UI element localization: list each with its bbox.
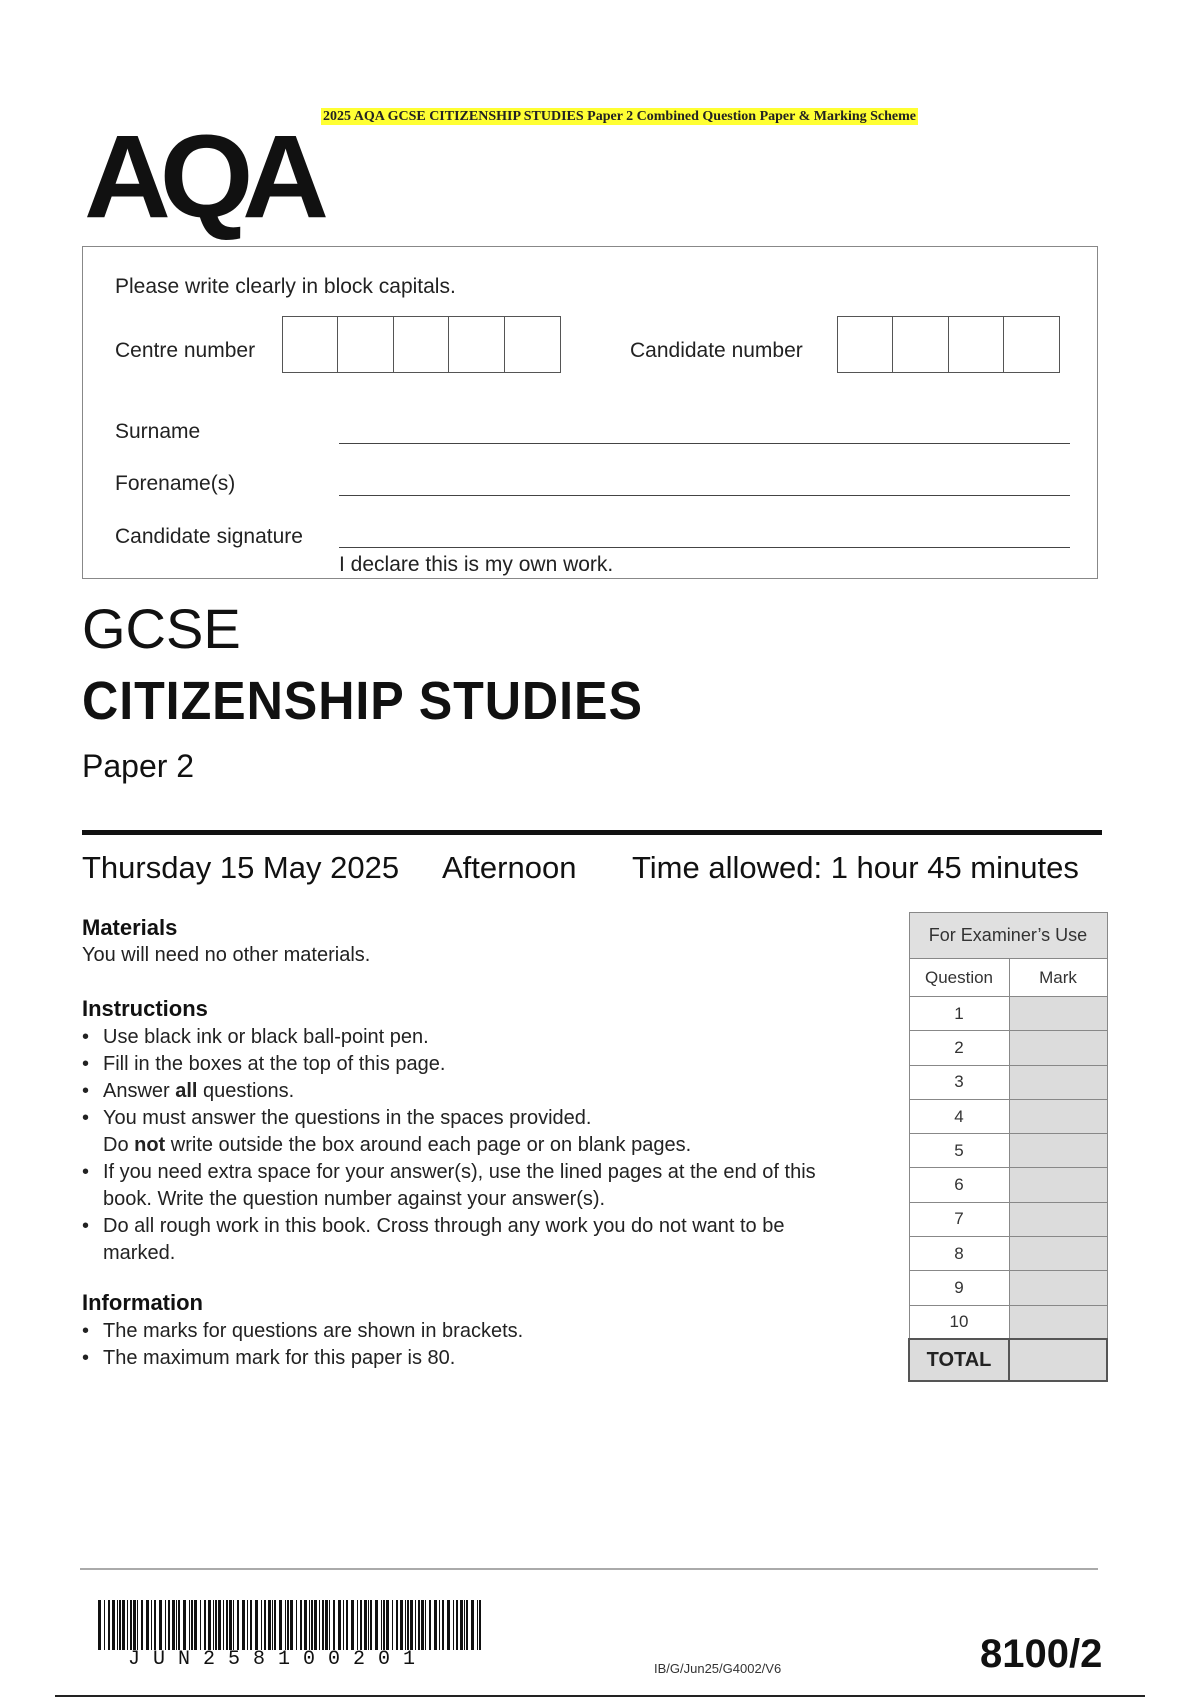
paper-code: 8100/2 xyxy=(980,1632,1103,1676)
barcode-bar xyxy=(319,1600,320,1650)
mark-cell[interactable] xyxy=(1009,1305,1107,1339)
barcode-bar xyxy=(285,1600,286,1650)
surname-label: Surname xyxy=(115,420,201,443)
barcode-bar xyxy=(250,1600,252,1650)
aqa-logo: AQA xyxy=(84,111,318,243)
barcode-bar xyxy=(215,1600,217,1650)
barcode-bar xyxy=(464,1600,465,1650)
question-rows xyxy=(909,997,1107,1340)
barcode-bar xyxy=(314,1600,317,1650)
title-divider xyxy=(82,830,1102,835)
mark-cell[interactable] xyxy=(1009,1134,1107,1168)
barcode-bar xyxy=(183,1600,186,1650)
barcode-bar xyxy=(98,1600,101,1650)
instruction-item: • Answer all questions. xyxy=(82,1078,882,1105)
barcode-bar xyxy=(191,1600,193,1650)
mark-cell[interactable] xyxy=(1009,1031,1107,1065)
barcode-bar xyxy=(304,1600,307,1650)
barcode-bar xyxy=(479,1600,481,1650)
barcode-bar xyxy=(392,1600,393,1650)
candidate-digit-box[interactable] xyxy=(1003,316,1060,373)
total-label: TOTAL xyxy=(909,1339,1009,1381)
barcode-bar xyxy=(415,1600,416,1650)
mark-cell[interactable] xyxy=(1009,997,1107,1031)
document-reference: IB/G/Jun25/G4002/V6 xyxy=(654,1661,782,1676)
information-list xyxy=(82,1318,882,1372)
time-allowed: Time allowed: 1 hour 45 minutes xyxy=(632,850,1079,885)
instruction-item: • Use black ink or black ball-point pen. xyxy=(82,1024,882,1051)
barcode-bar xyxy=(233,1600,234,1650)
barcode-bar xyxy=(477,1600,478,1650)
barcode-bar xyxy=(383,1600,385,1650)
footer-divider xyxy=(80,1568,1098,1570)
barcode-bar xyxy=(255,1600,258,1650)
mark-cell[interactable] xyxy=(1009,1237,1107,1271)
barcode-bar xyxy=(400,1600,403,1650)
barcode-bar xyxy=(381,1600,382,1650)
candidate-number-boxes[interactable] xyxy=(838,316,1060,373)
mark-cell[interactable] xyxy=(1009,1271,1107,1305)
barcode-bar xyxy=(351,1600,354,1650)
barcode-bar xyxy=(194,1600,197,1650)
barcode-bar xyxy=(119,1600,121,1650)
materials-heading: Materials xyxy=(82,915,178,940)
candidate-number-label: Candidate number xyxy=(630,339,803,362)
materials-text: You will need no other materials. xyxy=(82,944,371,966)
centre-digit-box[interactable] xyxy=(337,316,394,373)
question-row xyxy=(909,1168,1107,1202)
examiner-table-header: For Examiner’s Use xyxy=(909,913,1107,959)
question-row xyxy=(909,1065,1107,1099)
barcode-bar xyxy=(141,1600,143,1650)
centre-number-boxes[interactable] xyxy=(283,316,561,373)
barcode-bar xyxy=(309,1600,310,1650)
barcode-bar xyxy=(237,1600,239,1650)
subject-title: CITIZENSHIP STUDIES xyxy=(82,671,643,731)
barcode-bar xyxy=(439,1600,440,1650)
barcode-bar xyxy=(204,1600,206,1650)
barcode-bar xyxy=(370,1600,372,1650)
barcode-bar xyxy=(429,1600,431,1650)
barcode-bar xyxy=(226,1600,228,1650)
barcode-bar xyxy=(456,1600,458,1650)
total-mark-cell[interactable] xyxy=(1009,1339,1107,1381)
barcode-bar xyxy=(325,1600,328,1650)
question-column-header: Question xyxy=(909,959,1009,997)
barcode-bar xyxy=(453,1600,454,1650)
barcode-bar xyxy=(386,1600,389,1650)
barcode-bar xyxy=(108,1600,110,1650)
barcode-bar xyxy=(396,1600,398,1650)
barcode-bar xyxy=(218,1600,221,1650)
barcode-bar xyxy=(343,1600,344,1650)
barcode-bar xyxy=(213,1600,214,1650)
barcode-bar xyxy=(279,1600,282,1650)
block-capitals-instruction: Please write clearly in block capitals. xyxy=(115,275,456,298)
surname-field[interactable] xyxy=(339,443,1070,444)
barcode-bar xyxy=(368,1600,369,1650)
instruction-item: • Do all rough work in this book. Cross through any work you do not want to be marked. xyxy=(82,1213,812,1267)
question-row xyxy=(909,1237,1107,1271)
forenames-label: Forename(s) xyxy=(115,472,236,495)
barcode-bar xyxy=(407,1600,409,1650)
question-number: 9 xyxy=(909,1271,1009,1305)
centre-digit-box[interactable] xyxy=(282,316,339,373)
barcode-bar xyxy=(287,1600,289,1650)
barcode-bar xyxy=(300,1600,302,1650)
barcode-bar xyxy=(360,1600,362,1650)
barcode-bar xyxy=(176,1600,177,1650)
candidate-details-box xyxy=(82,246,1098,579)
barcode-bar xyxy=(466,1600,468,1650)
paper-number: Paper 2 xyxy=(82,748,195,784)
exam-date: Thursday 15 May 2025 xyxy=(82,850,400,885)
mark-cell[interactable] xyxy=(1009,1202,1107,1236)
barcode-bar xyxy=(471,1600,474,1650)
examiner-use-table xyxy=(908,912,1108,1382)
exam-session: Afternoon xyxy=(442,850,577,885)
barcode-bar xyxy=(346,1600,348,1650)
document-banner: 2025 AQA GCSE CITIZENSHIP STUDIES Paper 2 Combined Question Paper & Marking Scheme xyxy=(323,109,917,124)
mark-cell[interactable] xyxy=(1009,1099,1107,1133)
barcode-bar xyxy=(460,1600,463,1650)
barcode-bar xyxy=(261,1600,262,1650)
instruction-item: • If you need extra space for your answer(s), use the lined pages at the end of this book. Write the question number against your answer(s). xyxy=(82,1159,852,1213)
barcode-bar xyxy=(159,1600,162,1650)
barcode-bar xyxy=(333,1600,335,1650)
question-number: 4 xyxy=(909,1099,1009,1133)
barcode-bar xyxy=(272,1600,273,1650)
instruction-item: • Fill in the boxes at the top of this page. xyxy=(82,1051,882,1078)
barcode-text: JUN258100201 xyxy=(128,1648,429,1671)
question-number: 3 xyxy=(909,1065,1009,1099)
barcode-bar xyxy=(130,1600,132,1650)
question-number: 7 xyxy=(909,1202,1009,1236)
forenames-field[interactable] xyxy=(339,495,1070,496)
barcode-bar xyxy=(418,1600,420,1650)
barcode-bar xyxy=(268,1600,271,1650)
signature-label: Candidate signature xyxy=(115,525,303,548)
question-row xyxy=(909,1271,1107,1305)
barcode-bar xyxy=(168,1600,170,1650)
barcode-bar xyxy=(104,1600,105,1650)
centre-digit-box[interactable] xyxy=(448,316,505,373)
barcode-bar xyxy=(146,1600,149,1650)
question-number: 2 xyxy=(909,1031,1009,1065)
barcode-bar xyxy=(357,1600,358,1650)
barcode-bar xyxy=(375,1600,378,1650)
question-number: 8 xyxy=(909,1237,1009,1271)
barcode-bar xyxy=(425,1600,426,1650)
barcode-bar xyxy=(447,1600,450,1650)
barcode-bar xyxy=(154,1600,156,1650)
instruction-item: • You must answer the questions in the spaces provided. Do not write outside the box around each page or on blank pages. xyxy=(82,1105,882,1159)
barcode xyxy=(98,1600,483,1654)
question-row xyxy=(909,1134,1107,1168)
centre-digit-box[interactable] xyxy=(504,316,561,373)
barcode-bar xyxy=(410,1600,413,1650)
barcode-bar xyxy=(200,1600,201,1650)
information-heading: Information xyxy=(82,1290,203,1315)
question-row xyxy=(909,1305,1107,1339)
barcode-bar xyxy=(189,1600,190,1650)
information-item: • The marks for questions are shown in brackets. xyxy=(82,1318,882,1345)
question-number: 1 xyxy=(909,997,1009,1031)
mark-column-header: Mark xyxy=(1009,959,1107,997)
barcode-bar xyxy=(178,1600,180,1650)
barcode-bar xyxy=(274,1600,276,1650)
barcode-bar xyxy=(442,1600,444,1650)
own-work-declaration: I declare this is my own work. xyxy=(339,553,614,576)
barcode-bar xyxy=(405,1600,406,1650)
candidate-digit-box[interactable] xyxy=(837,316,894,373)
instructions-heading: Instructions xyxy=(82,996,208,1021)
barcode-bar xyxy=(229,1600,232,1650)
barcode-bar xyxy=(122,1600,125,1650)
barcode-bar xyxy=(329,1600,330,1650)
barcode-bar xyxy=(117,1600,118,1650)
barcode-bar xyxy=(151,1600,152,1650)
barcode-bar xyxy=(322,1600,324,1650)
barcode-bar xyxy=(296,1600,297,1650)
barcode-bar xyxy=(172,1600,175,1650)
instructions-list xyxy=(82,1024,882,1267)
barcode-bar xyxy=(165,1600,166,1650)
signature-field[interactable] xyxy=(339,547,1070,548)
barcode-bar xyxy=(434,1600,437,1650)
candidate-digit-box[interactable] xyxy=(948,316,1005,373)
barcode-bar xyxy=(311,1600,313,1650)
barcode-bar xyxy=(127,1600,128,1650)
qualification-level: GCSE xyxy=(82,597,241,660)
question-number: 6 xyxy=(909,1168,1009,1202)
question-number: 5 xyxy=(909,1134,1009,1168)
question-row xyxy=(909,1099,1107,1133)
question-number: 10 xyxy=(909,1305,1009,1339)
mark-cell[interactable] xyxy=(1009,1065,1107,1099)
candidate-digit-box[interactable] xyxy=(892,316,949,373)
barcode-bar xyxy=(338,1600,341,1650)
centre-digit-box[interactable] xyxy=(393,316,450,373)
mark-cell[interactable] xyxy=(1009,1168,1107,1202)
barcode-bar xyxy=(112,1600,115,1650)
page-bottom-rule xyxy=(55,1695,1145,1697)
barcode-bar xyxy=(264,1600,266,1650)
barcode-bar xyxy=(421,1600,424,1650)
barcode-bar xyxy=(242,1600,245,1650)
information-item: • The maximum mark for this paper is 80. xyxy=(82,1345,882,1372)
barcode-bar xyxy=(247,1600,248,1650)
centre-number-label: Centre number xyxy=(115,339,256,362)
barcode-bar xyxy=(364,1600,367,1650)
barcode-bar xyxy=(223,1600,224,1650)
question-row xyxy=(909,1202,1107,1236)
barcode-bar xyxy=(290,1600,293,1650)
question-row xyxy=(909,997,1107,1031)
question-row xyxy=(909,1031,1107,1065)
barcode-bar xyxy=(137,1600,138,1650)
barcode-bar xyxy=(133,1600,136,1650)
barcode-bar xyxy=(208,1600,211,1650)
